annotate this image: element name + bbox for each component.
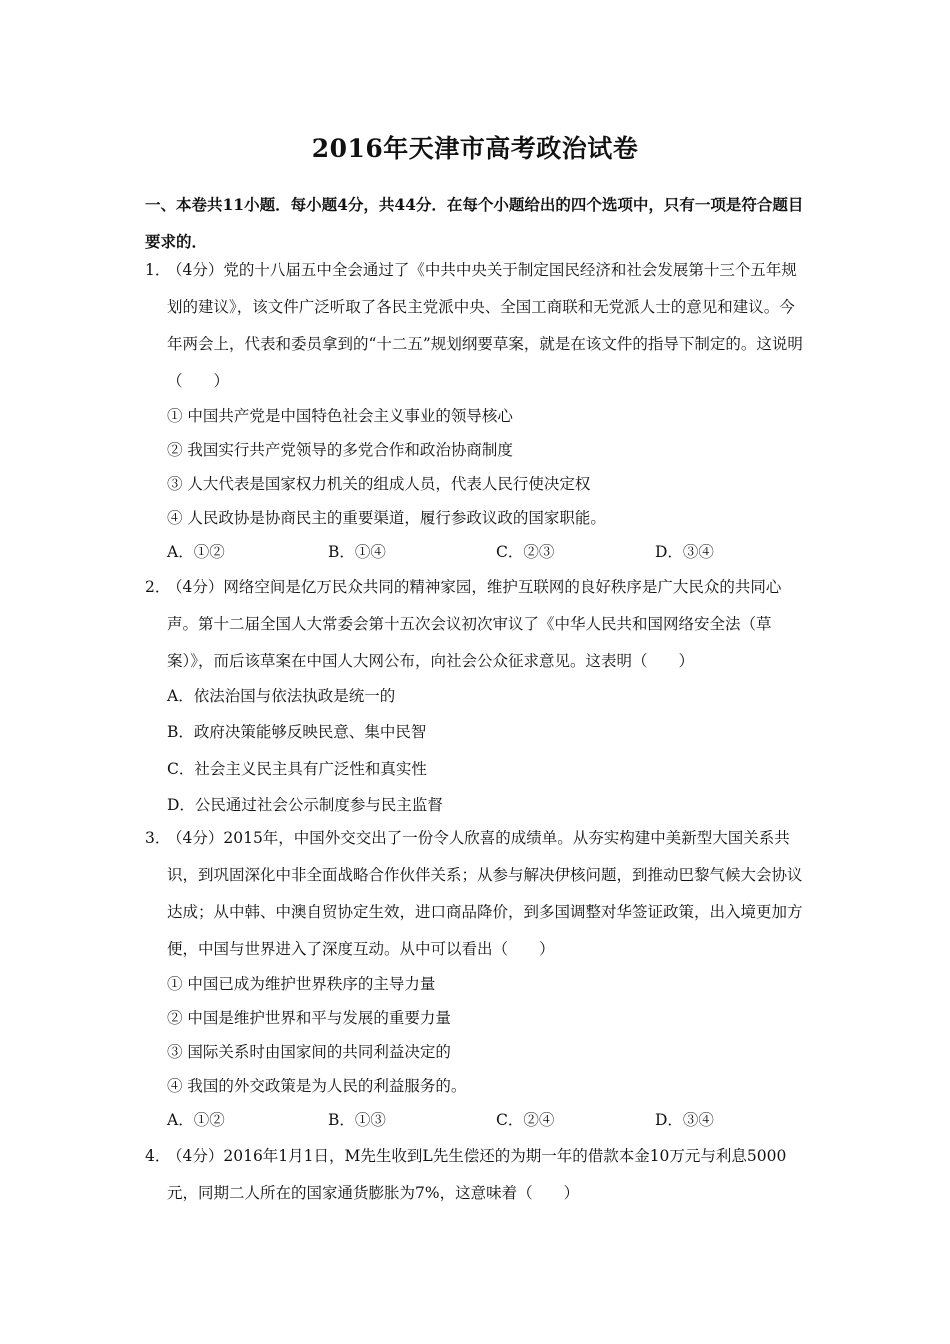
option-a: A．依法治国与依法执政是统一的 [167,687,396,705]
option-b: B．①④ [328,543,386,561]
statement: ① 中国已成为维护世界秩序的主导力量 [167,975,436,993]
statement: ③ 国际关系时由国家间的共同利益决定的 [167,1043,451,1061]
question-number: 2． [145,578,171,596]
exam-title: 2016年天津市高考政治试卷 [311,134,639,163]
question-number: 3． [145,829,171,847]
option-a: A．①② [167,1111,225,1129]
option-d: D．③④ [655,543,714,561]
statement: ④ 我国的外交政策是为人民的利益服务的。 [167,1077,467,1095]
option-b: B．政府决策能够反映民意、集中民智 [167,723,427,741]
question-number: 1． [145,261,171,279]
option-b: B．①③ [328,1111,386,1129]
statement: ③ 人大代表是国家权力机关的组成人员，代表人民行使决定权 [167,475,591,493]
question-text: （4分）网络空间是亿万民众共同的精神家园，维护互联网的良好秩序是广大民众的共同心声。第十二届全国人大常委会第十五次会议初次审议了《中华人民共和国网络安全法（草案）》，而后该草案在中国人大网公布，向社会公众征求意见。这表明（ ） [167,578,782,670]
statement: ④ 人民政协是协商民主的重要渠道，履行参政议政的国家职能。 [167,509,606,527]
option-d: D．③④ [655,1111,714,1129]
question-1 [145,252,810,400]
question-3 [145,820,810,968]
question-text: （4分）2015年，中国外交交出了一份令人欣喜的成绩单。从夯实构建中美新型大国关系共识，到巩固深化中非全面战略合作伙伴关系；从参与解决伊核问题，到推动巴黎气候大会协议达成；从中韩、中澳自贸协定生效，进口商品降价，到多国调整对华签证政策，出入境更加方便，中国与世界进入了深度互动。从中可以看出（ ） [167,829,803,958]
section-heading: 一、本卷共11小题．每小题4分，共44分．在每个小题给出的四个选项中，只有一项是符合题目要求的． [145,195,804,251]
option-c: C．②③ [496,543,555,561]
option-c: C．②④ [496,1111,555,1129]
option-c: C．社会主义民主具有广泛性和真实性 [167,760,427,778]
question-text: （4分）2016年1月1日，M先生收到L先生偿还的为期一年的借款本金10万元与利息5000元，同期二人所在的国家通货膨胀为7%，这意味着（ ） [167,1147,787,1202]
question-2 [145,569,810,680]
option-a: A．①② [167,543,225,561]
question-number: 4． [145,1147,171,1165]
statement: ① 中国共产党是中国特色社会主义事业的领导核心 [167,407,513,425]
question-text: （4分）党的十八届五中全会通过了《中共中央关于制定国民经济和社会发展第十三个五年规划的建议》，该文件广泛听取了各民主党派中央、全国工商联和无党派人士的意见和建议。今年两会上，代表和委员拿到的“十二五”规划纲要草案，就是在该文件的指导下制定的。这说明（ ） [167,261,803,390]
statement: ② 中国是维护世界和平与发展的重要力量 [167,1009,451,1027]
statement: ② 我国实行共产党领导的多党合作和政治协商制度 [167,441,513,459]
question-4 [145,1138,810,1212]
option-d: D．公民通过社会公示制度参与民主监督 [167,796,443,814]
